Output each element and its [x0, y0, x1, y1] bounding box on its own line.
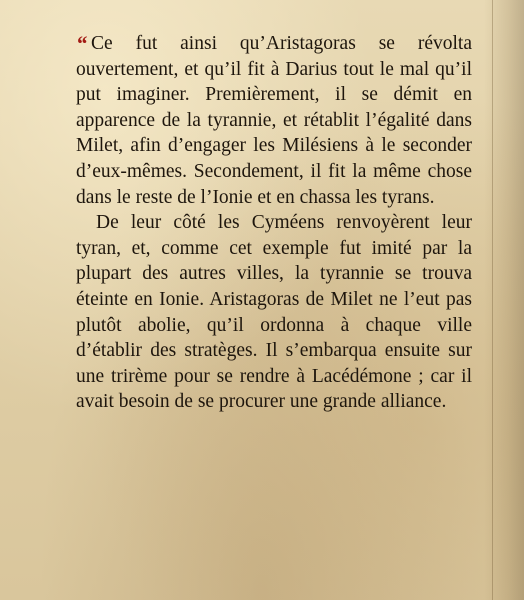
- paragraph-1-text: Ce fut ainsi qu’Aristagoras se révolta ouvertement, et qu’il fit à Darius tout le mal qu’il put imaginer. Premièrement, il se démit en apparence de la tyrannie, et rétablit l’égalité dans Milet, afin d’engager les Milésiens à le seconder d’eux-mêmes. Secondement, il fit la même chose dans le reste de l’Ionie et en chassa les tyrans.: [76, 33, 472, 208]
- page-edge-line: [492, 0, 493, 600]
- page-edge-shadow: [484, 0, 524, 600]
- opening-quote-mark: “: [76, 31, 87, 56]
- paragraph-2-text: De leur côté les Cyméens renvoyèrent leur tyran, et, comme cet exemple fut imité par la plupart des autres villes, la tyrannie se trouva éteinte en Ionie. Aristagoras de Milet ne l’eut pas plutôt abolie, qu’il ordonna à chaque ville d’établir des stratèges. Il s’embarqua ensuite sur une trirème pour se rendre à Lacédémone ; car il avait besoin de se procurer une grande alliance.: [76, 212, 472, 413]
- paragraph-1: [76, 29, 472, 210]
- passage-text: [76, 29, 472, 415]
- paragraph-2: [76, 210, 472, 415]
